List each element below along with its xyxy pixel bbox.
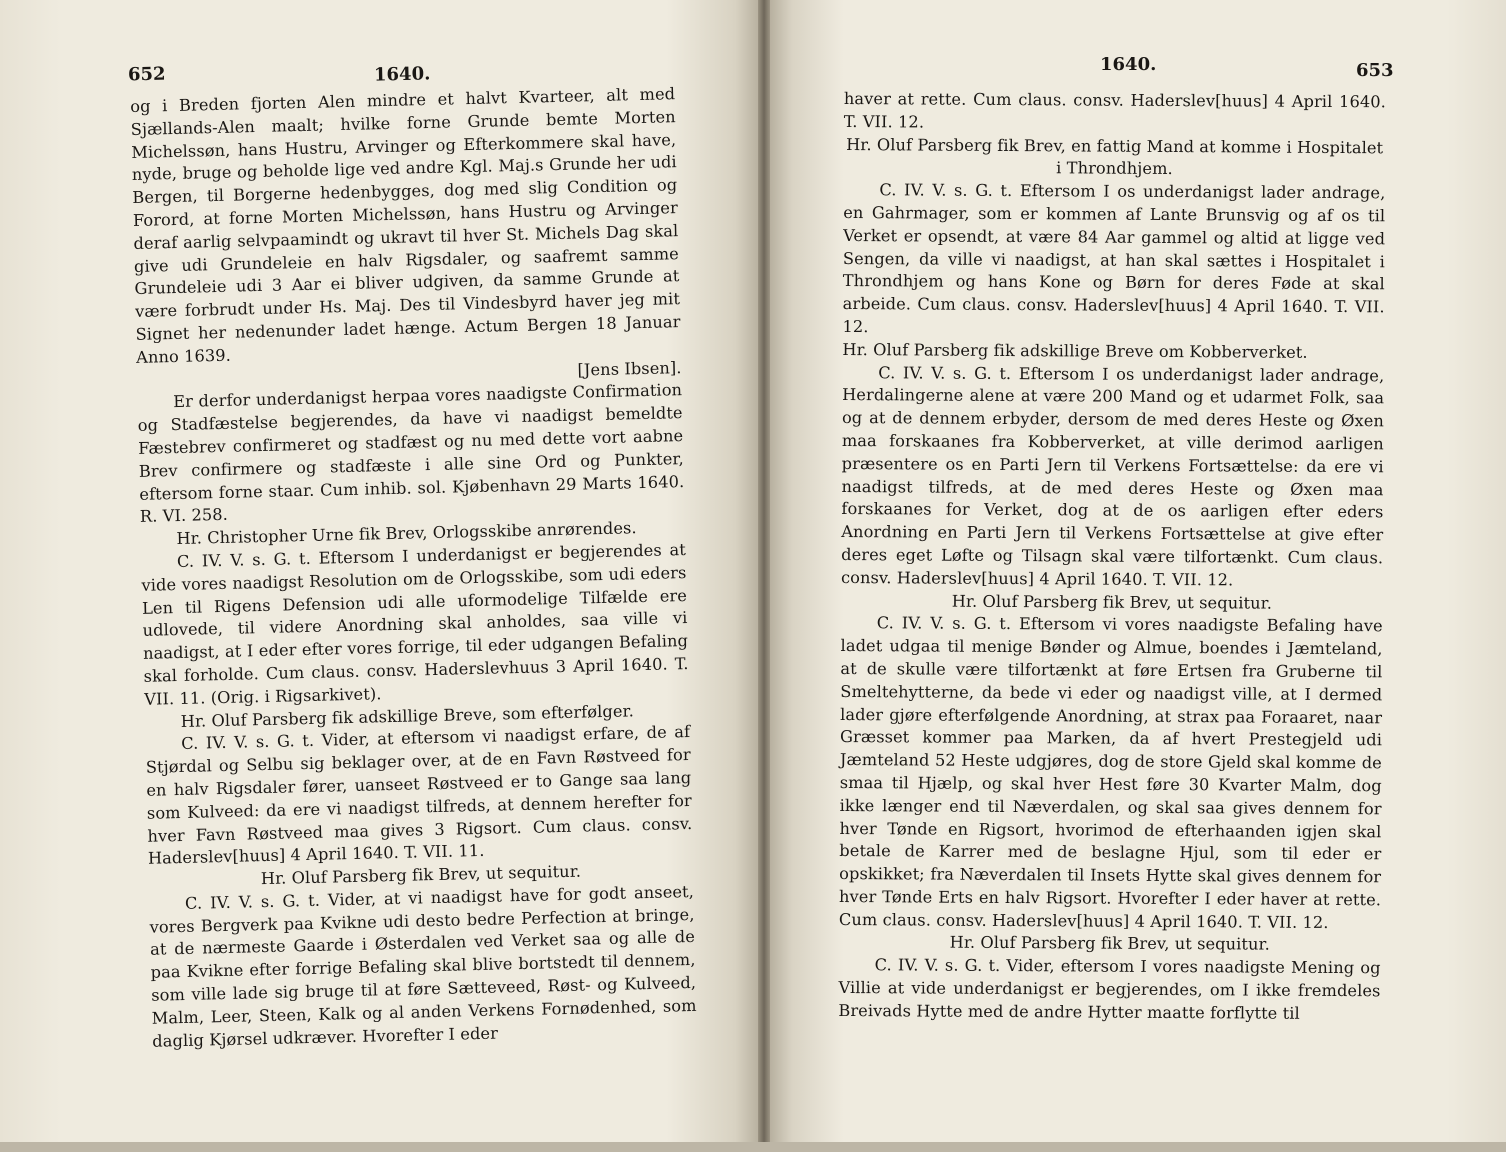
left-paragraph: C. IV. V. s. G. t. Eftersom I underdanigst er begjerendes at vide vores naadigst Resolution om de Orlogsskibe, som udi eders Len til Rigens Defension udi alle uformodelige Tilfælde ere udlovede, til videre Anordning skal anholdes, saa ville vi naadigst, at I eder efter vores forrige, til eder udgangen Befaling skal forholde. Cum claus. consv. Haderslevhuus 3 April 1640. T. VII. 11. (Orig. i Rigsarkivet). xyxy=(141,539,689,709)
left-paragraph: Hr. Christopher Urne fik Brev, Orlogsskibe anrørendes. xyxy=(176,518,637,549)
right-paragraph: C. IV. V. s. G. t. Eftersom vi vores naadigste Befaling have ladet udgaa til menige Bønder og Almue, boendes i Jæmteland, at de skulle være tilfortænkt at føre Ertsen fra Gruberne til Smeltehytterne, da bede vi eder og naadigst ville, at I dermed lader gjøre efterfølgende Anordning, at strax paa Foraaret, naar Græsset kommer paa Marken, da af hvert Prestegjeld udi Jæmteland 52 Heste udgjøres, dog de store Gjeld skal komme de smaa til Hjælp, og skal hver Hest føre 30 Kvarter Malm, dog ikke længer end til Næverdalen, og skal saa gives dennem for hver Tønde en Rigsort, hvorimod de efterhaanden igjen skal betale de Karrer med de beslagne Hjul, som til eder er opskikket; fra Næverdalen til Insets Hytte skal gives dennem for hver Tønde Erts en halv Rigsort. Hvorefter I eder haver at rette. Cum claus. consv. Haderslev[huus] 4 April 1640. T. VII. 12. xyxy=(838,613,1383,932)
right-page xyxy=(770,0,1506,1152)
left-paragraph: Hr. Oluf Parsberg fik adskillige Breve, som efterfølger. xyxy=(180,700,635,731)
right-paragraph: Hr. Oluf Parsberg fik Brev, en fattig Mand at komme i Hospitalet i Throndhjem. xyxy=(846,134,1384,179)
book-gutter xyxy=(758,0,770,1152)
left-paragraph: C. IV. V. s. G. t. Vider, at vi naadigst have for godt anseet, vores Bergverk paa Kvikne udi desto bedre Perfection at bringe, at de nærmeste Gaarde i Østerdalen ved Verket saa og alle de paa Kvikne efter forrige Befaling skal blive bortstedt til dennem, som ville lade sig bruge til at føre Sætteveed, Røst- og Kulveed, Malm, Leer, Steen, Kalk og al anden Verkens Fornødenhed, som daglig Kjørsel udkræver. Hvorefter I eder xyxy=(149,881,697,1051)
left-running-head: 1640. xyxy=(373,63,431,86)
right-paragraph: C. IV. V. s. G. t. Eftersom I os underdanigst lader andrage, Herdalingerne alene at være 200 Mand og et udarmet Folk, saa og at de dennem erbyder, dersom de med deres Heste og Øxen maa forskaanes fra Kobberverket, at ville derimod aarligen præsentere os en Parti Jern til Verkens Fortsættelse: da ere vi naadigst tilfreds, at de med deres Heste og Øxen maa forskaanes for Verket, dog at de os aarligen efter eders Anordning en Parti Jern til Verkens Fortsættelse at give efter deres eget Løfte og Tilsagn skal være tilfortænkt. Cum claus. consv. Haderslev[huus] 4 April 1640. T. VII. 12. xyxy=(840,362,1385,590)
right-paragraph: C. IV. V. s. G. t. Vider, eftersom I vores naadigste Mening og Villie at vide underdanigst er begjerendes, om I ikke fremdeles Breivads Hytte med de andre Hytter maatte forflytte til xyxy=(838,955,1381,1023)
left-paragraph: og i Breden fjorten Alen mindre et halvt Kvarteer, alt med Sjællands-Alen maalt; hvilke forne Grunde bemte Morten Michelssøn, hans Hustru, Arvinger og Efterkommere skal have, nyde, bruge og beholde lige ved andre Kgl. Maj.s Grunde her udi Bergen, til Borgerne hedenbygges, dog med slig Condition og Forord, at forne Morten Michelssøn, hans Hustru og Arvinger deraf aarlig selvpaamindt og ukravt til hver St. Michels Dag skal give udi Grundeleie en halv Rigsdaler, og saafremt samme Grundeleie udi 3 Aar ei bliver udgiven, da samme Grunde at være forbrudt under Hs. Maj. Des til Vindesbyrd haver jeg mit Signet her nedenunder ladet hænge. Actum Bergen 18 Januar Anno 1639. xyxy=(130,84,681,367)
right-running-head: 1640. xyxy=(1100,54,1157,75)
left-paragraph: [Jens Ibsen]. xyxy=(577,357,682,380)
page-bottom-edge xyxy=(0,1142,1506,1152)
left-paragraph: Hr. Oluf Parsberg fik Brev, ut sequitur. xyxy=(260,861,582,889)
right-paragraph: Hr. Oluf Parsberg fik adskillige Breve om Kobberverket. xyxy=(842,339,1308,362)
right-page-number: 653 xyxy=(1356,60,1394,81)
right-page-text xyxy=(838,88,1386,1026)
right-paragraph: Hr. Oluf Parsberg fik Brev, ut sequitur. xyxy=(949,933,1270,955)
left-paragraph: C. IV. V. s. G. t. Vider, at eftersom vi naadigst erfare, de af Stjørdal og Selbu sig beklager over, at de en Favn Røstveed for en halv Rigsdaler fører, uanseet Røstveed er to Gange saa lang som Kulveed: da ere vi naadigst tilfreds, at dennem herefter for hver Favn Røstveed maa gives 3 Rigsort. Cum claus. consv. Haderslev[huus] 4 April 1640. T. VII. 11. xyxy=(145,722,693,869)
left-page-number: 652 xyxy=(127,63,166,86)
right-paragraph: haver at rette. Cum claus. consv. Haderslev[huus] 4 April 1640. T. VII. 12. xyxy=(843,88,1386,132)
left-page-text xyxy=(130,83,697,1053)
right-paragraph: C. IV. V. s. G. t. Eftersom I os underdanigst lader andrage, en Gahrmager, som er kommen af Lante Brunsvig og af os til Verket er opsendt, at være 84 Aar gammel og altid at ligge ved Sengen, da ville vi naadigst, at han skal sættes i Hospitalet i Throndhjem og hans Kone og Børn for deres Føde at skal arbeide. Cum claus. consv. Haderslev[huus] 4 April 1640. T. VII. 12. xyxy=(842,180,1386,337)
left-paragraph: Er derfor underdanigst herpaa vores naadigste Confirmation og Stadfæstelse begjerendes, da have vi naadigst bemeldte Fæstebrev confirmeret og stadfæst og nu med dette vort aabne Brev confirmere og stadfæste i alle sine Ord og Punkter, eftersom forne staar. Cum inhib. sol. Kjøbenhavn 29 Marts 1640. R. VI. 258. xyxy=(137,380,685,527)
right-paragraph: Hr. Oluf Parsberg fik Brev, ut sequitur. xyxy=(951,591,1273,613)
